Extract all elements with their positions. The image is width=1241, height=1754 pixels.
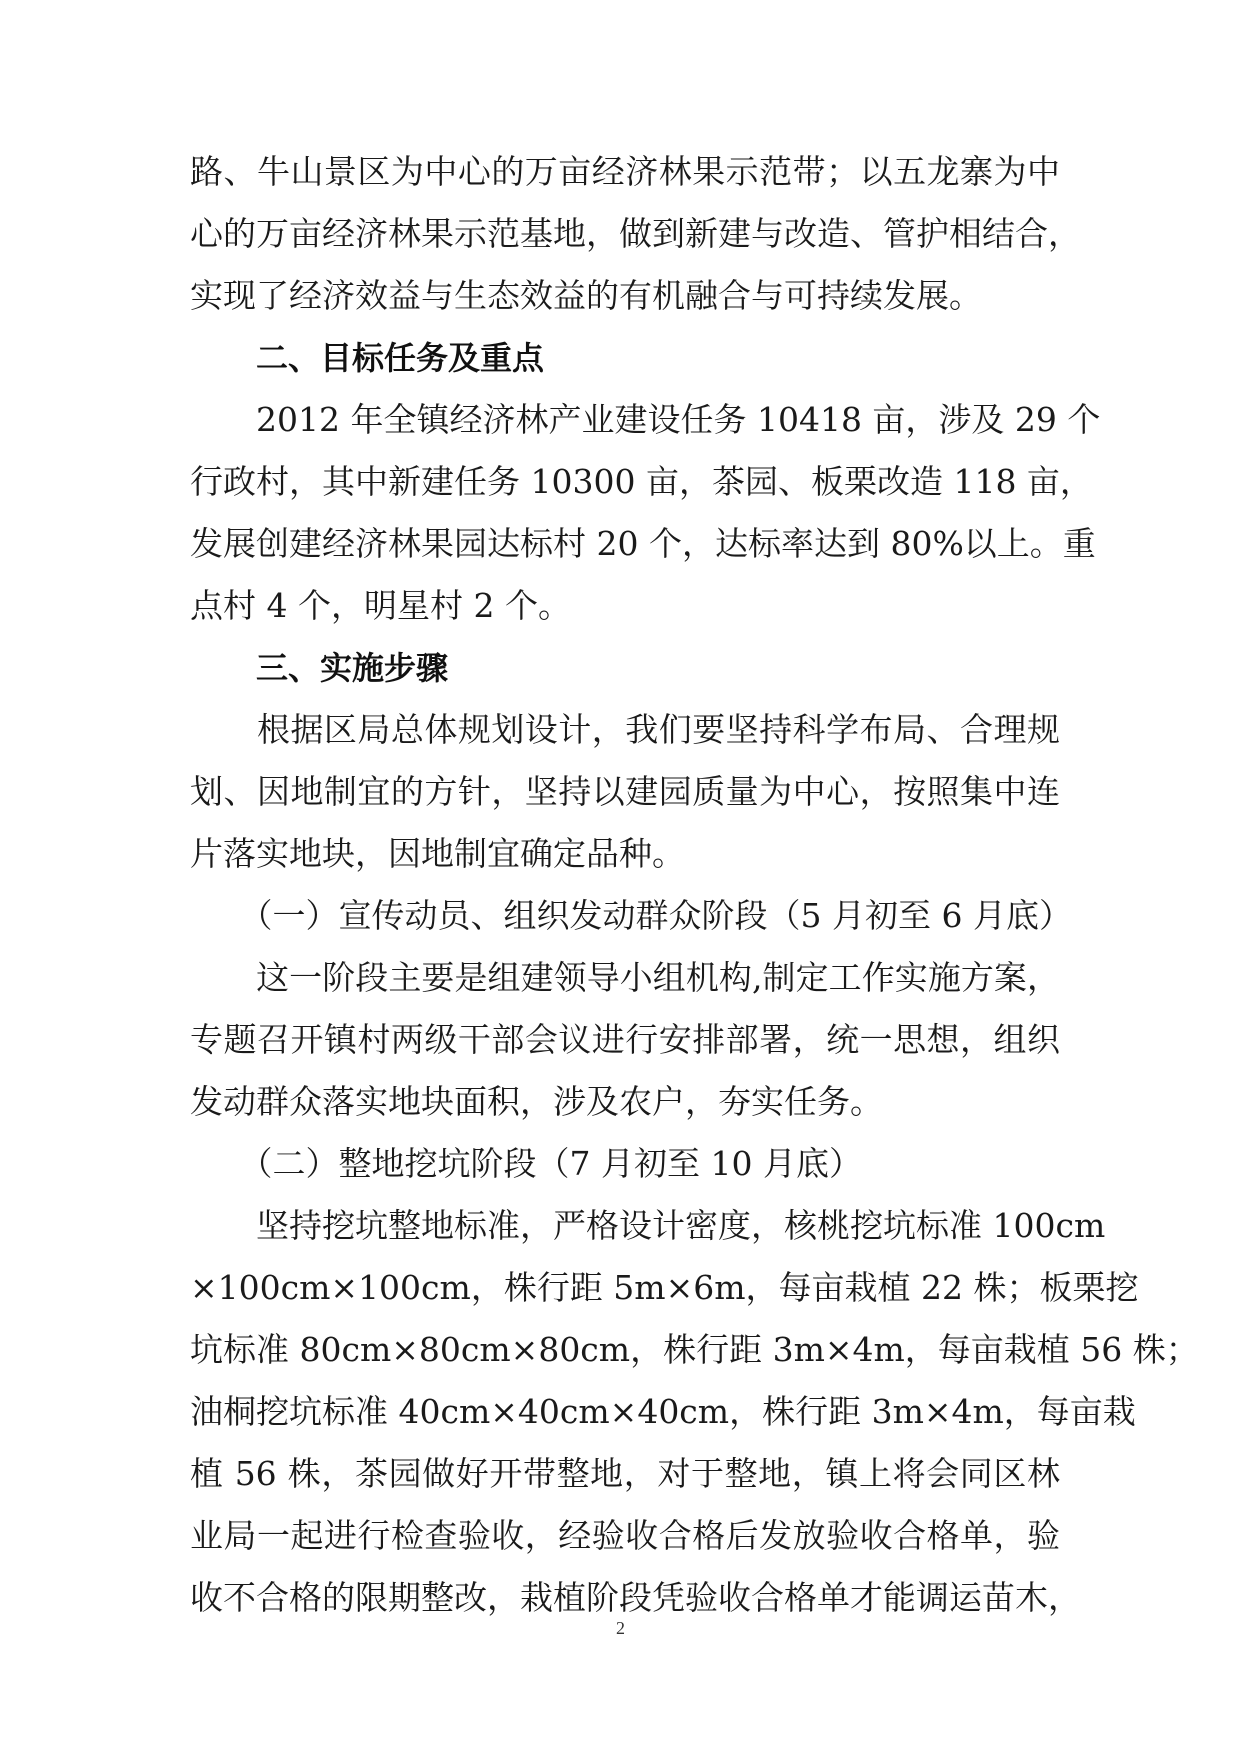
paragraph-line: 发动群众落实地块面积，涉及农户，夯实任务。 (190, 1082, 883, 1121)
paragraph-line: 2012 年全镇经济林产业建设任务 10418 亩，涉及 29 个 (190, 400, 1101, 439)
paragraph-line: 根据区局总体规划设计，我们要坚持科学布局、合理规 (190, 710, 1060, 749)
subsection-heading: （一）宣传动员、组织发动群众阶段（5 月初至 6 月底） (190, 896, 1072, 935)
paragraph-line: 油桐挖坑标准 40cm×40cm×40cm，株行距 3m×4m，每亩栽 (190, 1392, 1136, 1431)
paragraph-line: 划、因地制宜的方针，坚持以建园质量为中心，按照集中连 (190, 772, 1060, 811)
paragraph-line: 片落实地块，因地制宜确定品种。 (190, 834, 685, 873)
section-heading: 二、目标任务及重点 (256, 339, 545, 377)
paragraph-line: 心的万亩经济林果示范基地，做到新建与改造、管护相结合， (190, 214, 1081, 253)
paragraph-line: 专题召开镇村两级干部会议进行安排部署，统一思想，组织 (190, 1020, 1060, 1059)
paragraph-line: 点村 4 个，明星村 2 个。 (190, 586, 571, 625)
paragraph-line: ×100cm×100cm，株行距 5m×6m，每亩栽植 22 株；板栗挖 (190, 1268, 1139, 1307)
paragraph-line: 发展创建经济林果园达标村 20 个，达标率达到 80%以上。重 (190, 524, 1096, 563)
paragraph-line: 路、牛山景区为中心的万亩经济林果示范带；以五龙寨为中 (190, 152, 1060, 191)
paragraph-line: 植 56 株，茶园做好开带整地，对于整地，镇上将会同区林 (190, 1454, 1060, 1493)
paragraph-line: 行政村，其中新建任务 10300 亩，茶园、板栗改造 118 亩， (190, 462, 1093, 501)
paragraph-line: 业局一起进行检查验收，经验收合格后发放验收合格单，验 (190, 1516, 1060, 1555)
page-number: 2 (616, 1618, 625, 1638)
paragraph-line: 这一阶段主要是组建领导小组机构,制定工作实施方案， (190, 958, 1060, 997)
subsection-heading: （二）整地挖坑阶段（7 月初至 10 月底） (190, 1144, 862, 1183)
paragraph-line: 实现了经济效益与生态效益的有机融合与可持续发展。 (190, 276, 982, 315)
paragraph-line: 收不合格的限期整改，栽植阶段凭验收合格单才能调运苗木， (190, 1578, 1081, 1617)
paragraph-line: 坚持挖坑整地标准，严格设计密度，核桃挖坑标准 100cm (190, 1206, 1106, 1245)
section-heading: 三、实施步骤 (256, 649, 449, 687)
paragraph-line: 坑标准 80cm×80cm×80cm，株行距 3m×4m，每亩栽植 56 株； (190, 1330, 1199, 1369)
